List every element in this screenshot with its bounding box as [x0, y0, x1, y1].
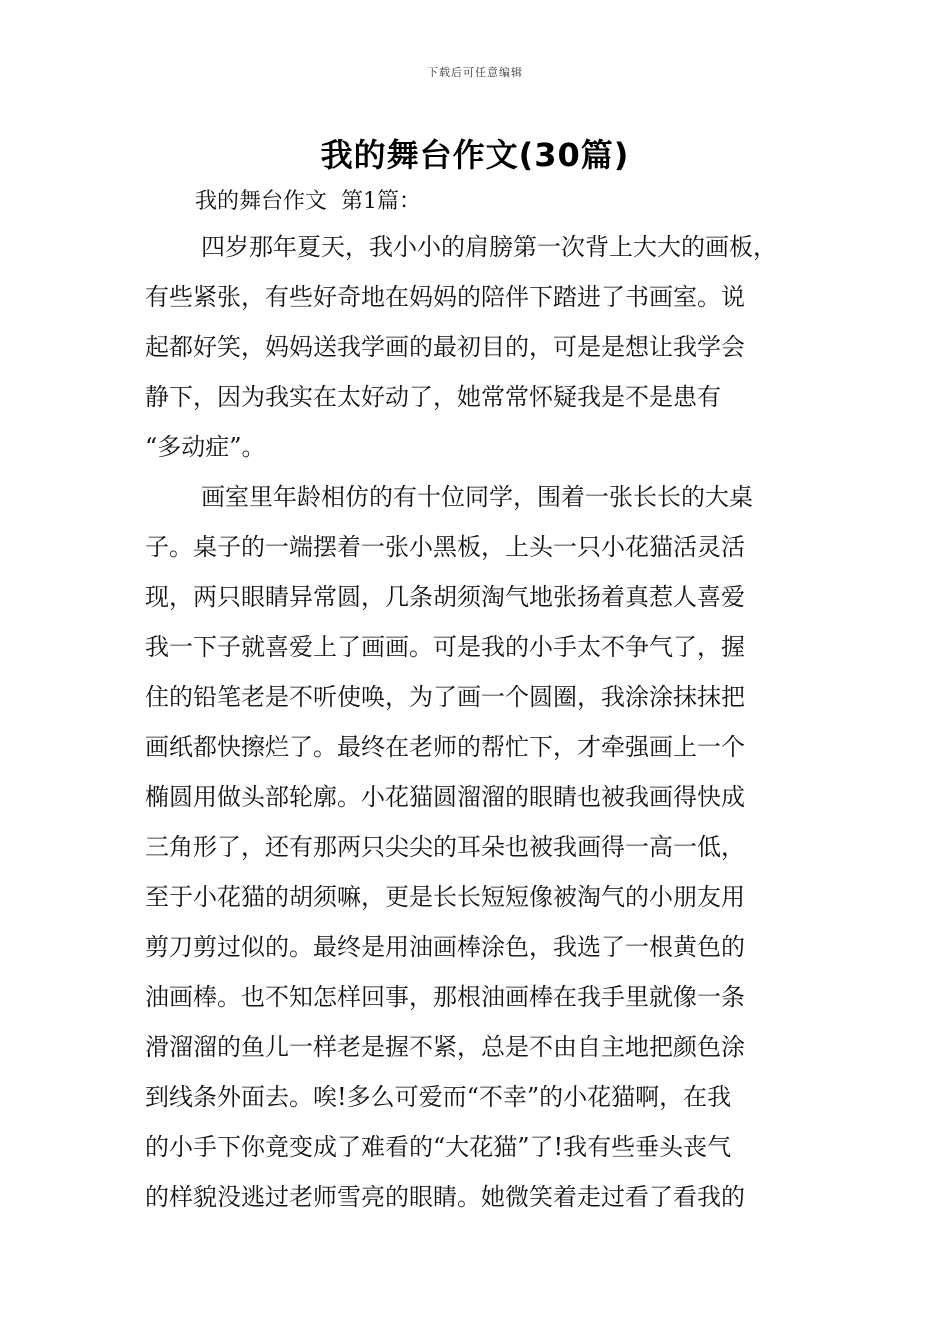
- text-line: 画纸都快擦烂了。最终在老师的帮忙下，才牵强画上一个: [145, 733, 745, 761]
- text-line: 滑溜溜的鱼儿一样老是握不紧，总是不由自主地把颜色涂: [145, 1033, 745, 1061]
- text-line: 至于小花猫的胡须嘛，更是长长短短像被淘气的小朋友用: [145, 883, 745, 911]
- text-line: 椭圆用做头部轮廓。小花猫圆溜溜的眼睛也被我画得快成: [145, 783, 745, 811]
- text-line: 四岁那年夏天，我小小的肩膀第一次背上大大的画板，: [201, 233, 777, 261]
- text-line: 我一下子就喜爱上了画画。可是我的小手太不争气了，握: [145, 633, 745, 661]
- header-note: 下载后可任意编辑: [427, 66, 523, 79]
- text-line: 三角形了，还有那两只尖尖的耳朵也被我画得一高一低，: [145, 833, 745, 861]
- text-line: 到线条外面去。唉!多么可爱而“不幸”的小花猫啊，在我: [145, 1083, 732, 1111]
- text-line: 静下，因为我实在太好动了，她常常怀疑我是不是患有: [145, 383, 721, 411]
- text-line: 现，两只眼睛异常圆，几条胡须淘气地张扬着真惹人喜爱: [145, 583, 745, 611]
- text-line: 油画棒。也不知怎样回事，那根油画棒在我手里就像一条: [145, 983, 745, 1011]
- text-line: “多动症”。: [145, 433, 266, 461]
- section-heading: 我的舞台作文 第1篇：: [195, 189, 421, 214]
- text-line: 子。桌子的一端摆着一张小黑板，上头一只小花猫活灵活: [145, 533, 745, 561]
- text-line: 画室里年龄相仿的有十位同学，围着一张长长的大桌: [201, 483, 753, 511]
- text-line: 剪刀剪过似的。最终是用油画棒涂色，我选了一根黄色的: [145, 933, 745, 961]
- text-line: 有些紧张，有些好奇地在妈妈的陪伴下踏进了书画室。说: [145, 283, 745, 311]
- page-title: 我的舞台作文(30篇): [320, 136, 630, 174]
- text-line: 的样貌没逃过老师雪亮的眼睛。她微笑着走过看了看我的: [145, 1183, 745, 1211]
- text-line: 起都好笑，妈妈送我学画的最初目的，可是是想让我学会: [145, 333, 745, 361]
- text-line: 住的铅笔老是不听使唤，为了画一个圆圈，我涂涂抹抹把: [145, 683, 745, 711]
- text-line: 的小手下你竟变成了难看的“大花猫”了!我有些垂头丧气: [145, 1133, 732, 1161]
